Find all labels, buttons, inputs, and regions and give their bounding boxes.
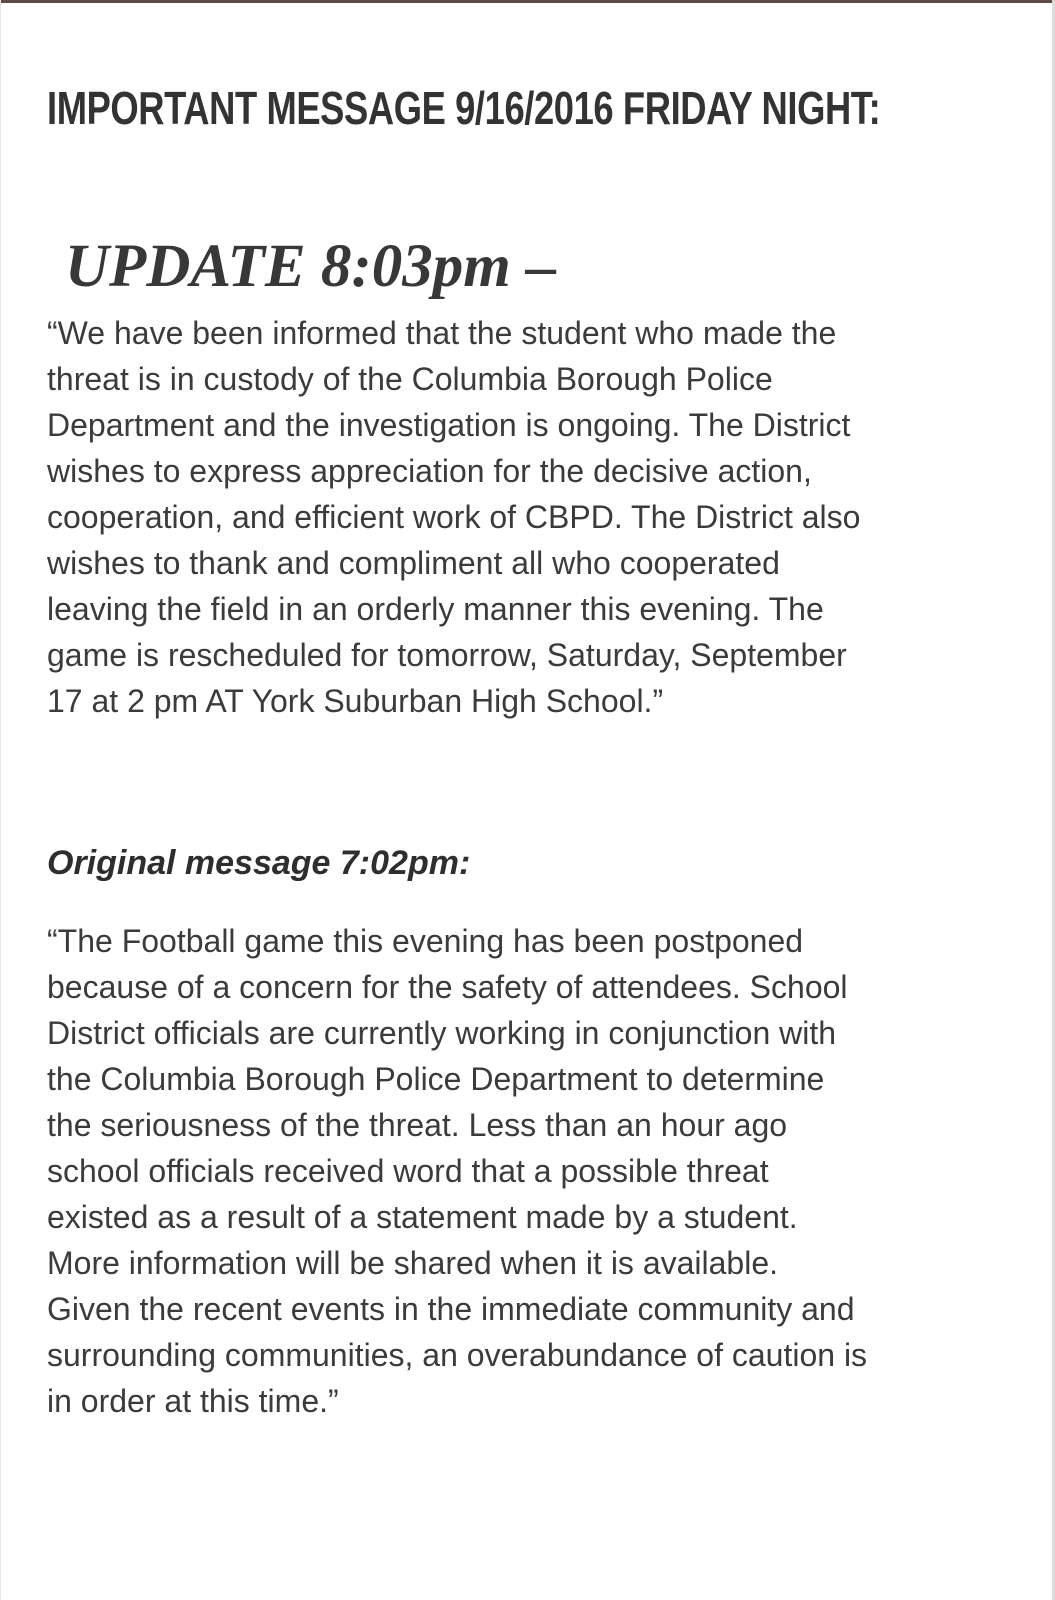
update-heading: UPDATE 8:03pm – xyxy=(65,233,557,300)
page-title: IMPORTANT MESSAGE 9/16/2016 FRIDAY NIGHT: xyxy=(47,82,881,134)
original-message-heading: Original message 7:02pm: xyxy=(47,844,471,882)
top-border xyxy=(1,0,1052,3)
original-message-body: “The Football game this evening has been postponed because of a concern for the safety of attendees. School District officials are currently working in conjunction with the Columbia Borough Police Department to determine the seriousness of the threat. Less than an hour ago school officials received word that a possible threat existed as a result of a statement made by a student. More information will be shared when it is available. Given the recent events in the immediate community and surrounding communities, an overabundance of caution is in order at this time.” xyxy=(47,923,868,1419)
update-message-body: “We have been informed that the student who made the threat is in custody of the Columbia Borough Police Department and the investigation is ongoing. The District wishes to express appreciation for the decisive action, cooperation, and efficient work of CBPD. The District also wishes to thank and compliment all who cooperated leaving the field in an orderly manner this evening. The game is rescheduled for tomorrow, Saturday, September 17 at 2 pm AT York Suburban High School.” xyxy=(47,315,861,719)
